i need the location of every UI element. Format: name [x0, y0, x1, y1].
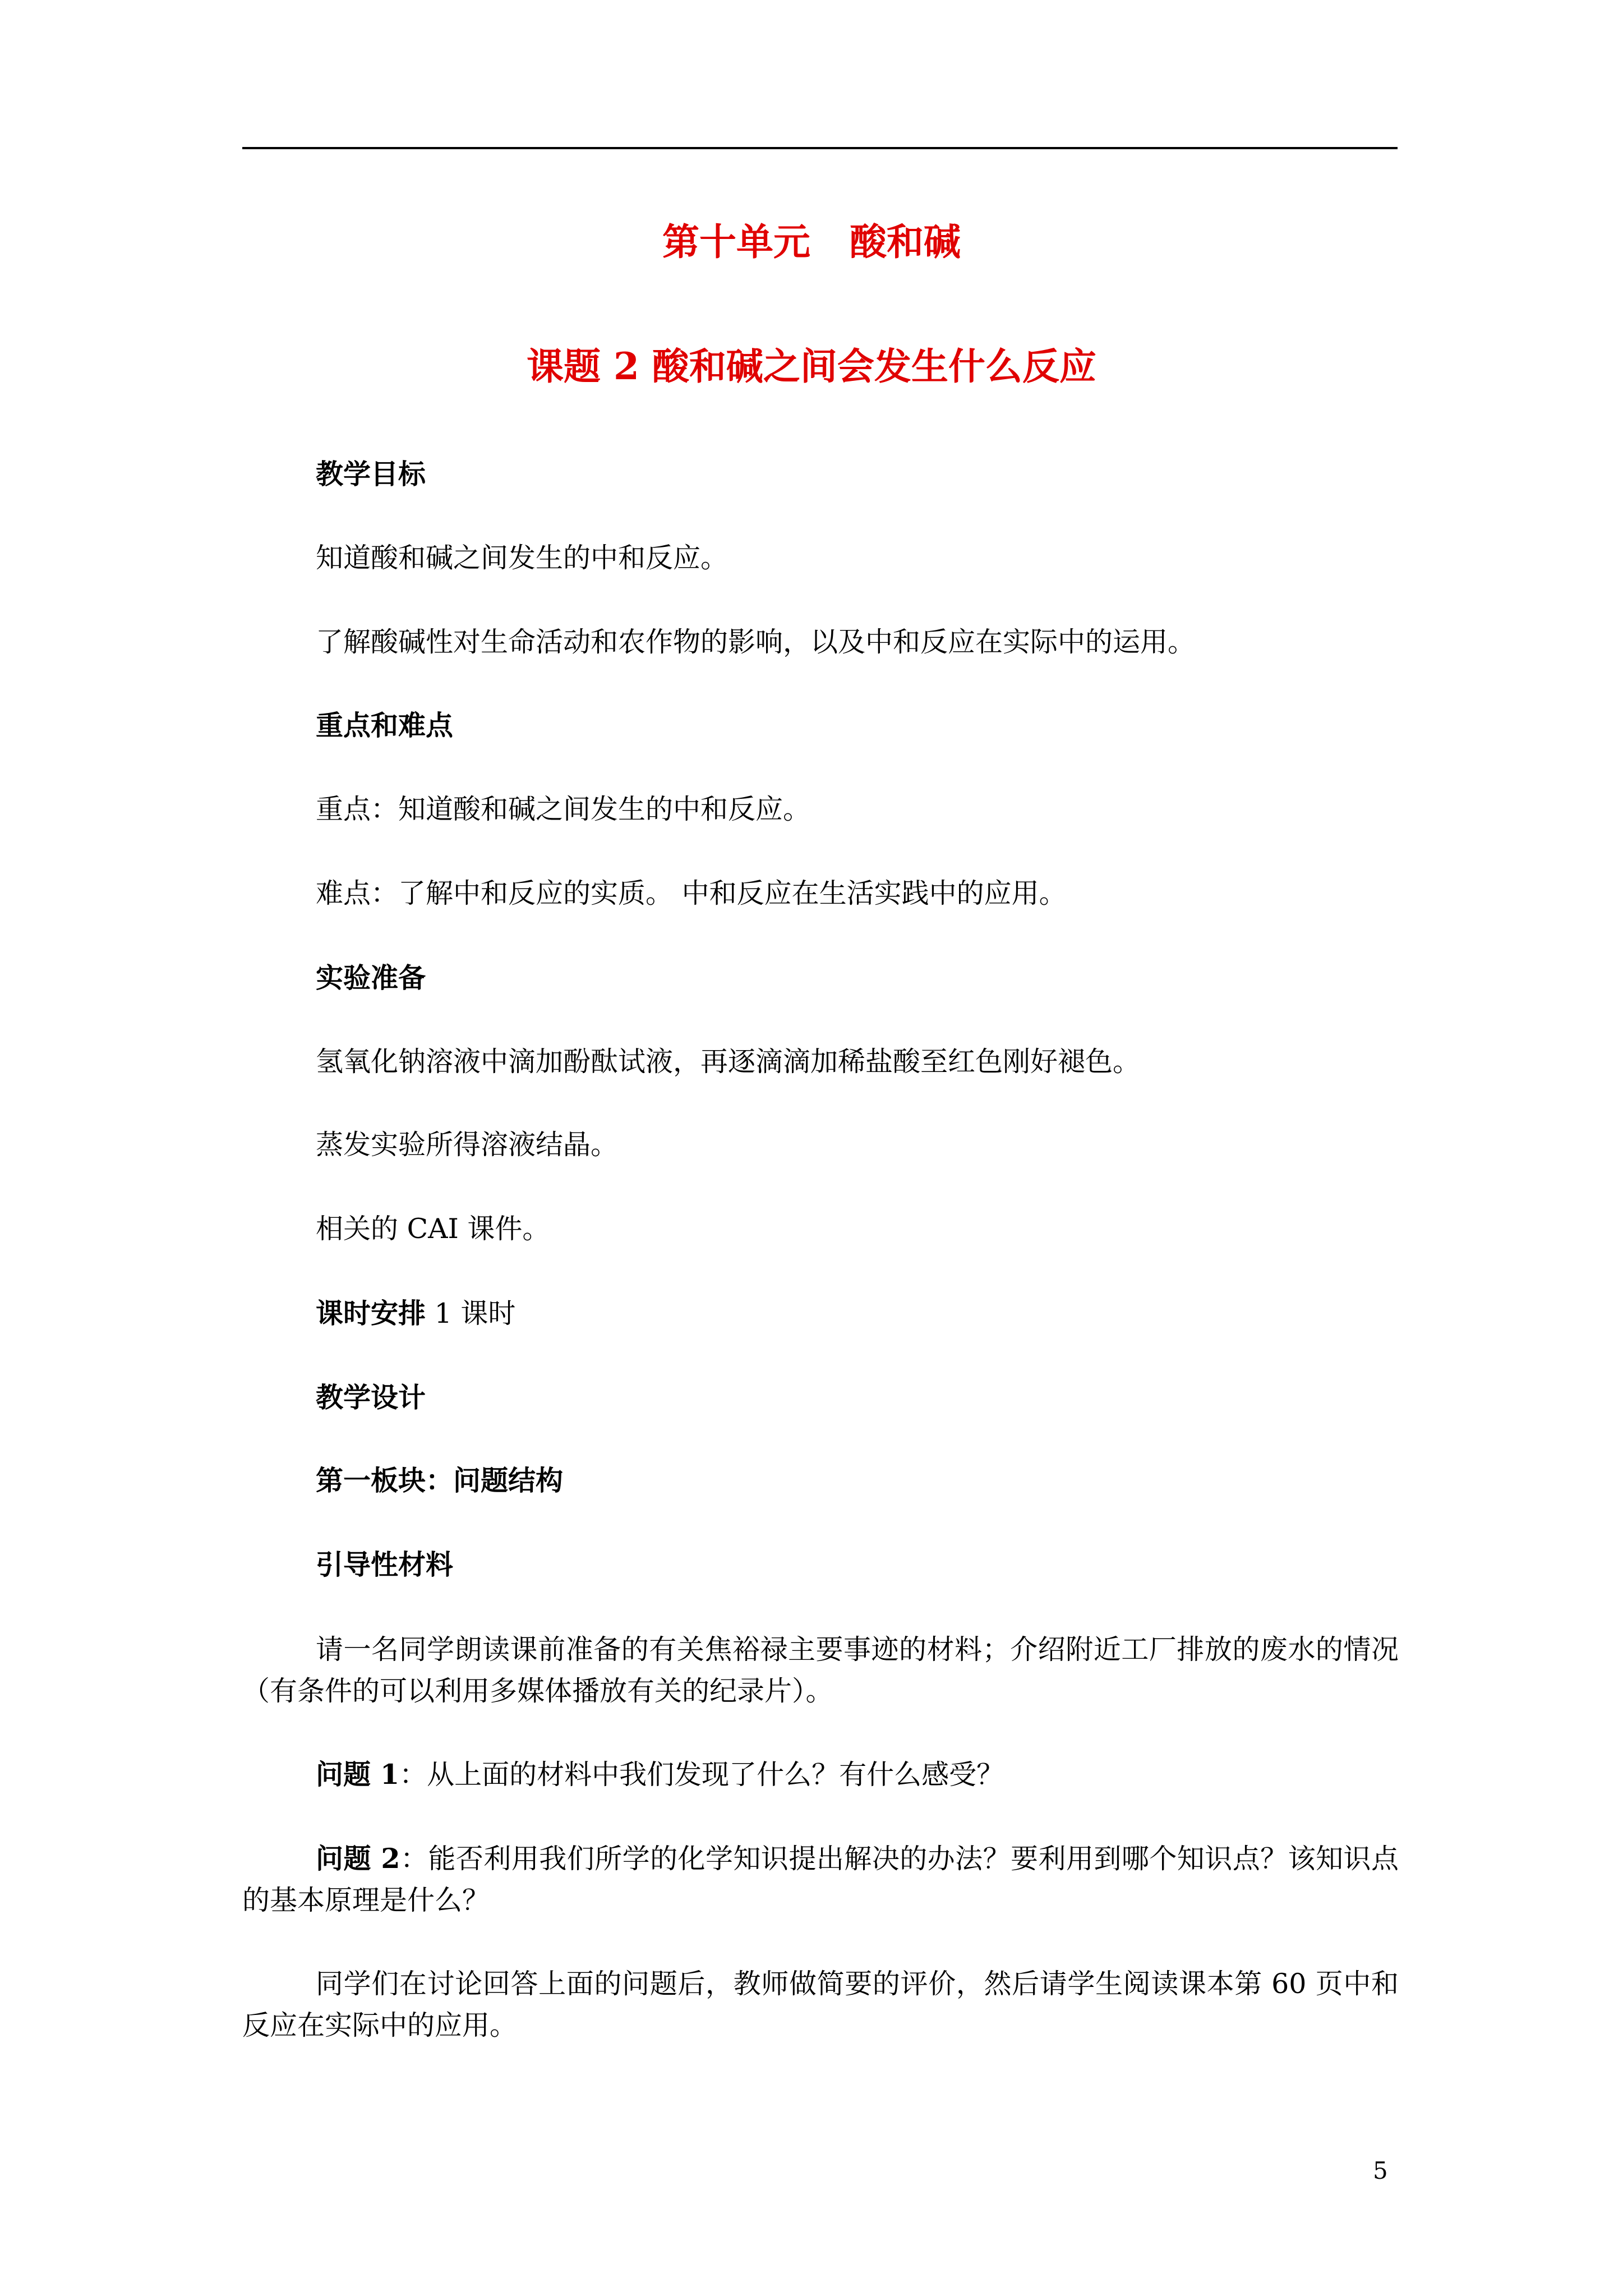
- unit-label: 第十单元: [662, 220, 810, 264]
- question-1-label: 问题 1: [316, 1758, 400, 1791]
- block-heading: 第一板块：问题结构: [316, 1464, 564, 1497]
- question-1: [316, 1755, 1004, 1795]
- prep-heading: 实验准备: [316, 961, 426, 994]
- objectives-heading: 教学目标: [316, 458, 426, 490]
- lesson-title: 课题 2 酸和碱之间会发生什么反应: [527, 344, 1096, 388]
- header-rule: [242, 147, 1398, 149]
- closing-paragraph: 同学们在讨论回答上面的问题后，教师做简要的评价，然后请学生阅读课本第 60 页中和反应在实际中的应用。: [242, 1968, 1399, 2041]
- prep-item-2: 蒸发实验所得溶液结晶。: [316, 1129, 619, 1161]
- question-2-label: 问题 2: [316, 1842, 400, 1875]
- unit-topic: 酸和碱: [850, 220, 961, 264]
- objective-1: 知道酸和碱之间发生的中和反应。: [316, 542, 728, 574]
- prep-item-1: 氢氧化钠溶液中滴加酚酞试液，再逐滴滴加稀盐酸至红色刚好褪色。: [316, 1046, 1141, 1078]
- key-heading: 重点和难点: [316, 709, 454, 742]
- schedule-line: [316, 1294, 515, 1333]
- schedule-label: 课时安排: [316, 1297, 426, 1329]
- prep-item-3: 相关的 CAI 课件。: [316, 1213, 550, 1245]
- schedule-value: 1 课时: [426, 1297, 516, 1329]
- question-1-text: ：从上面的材料中我们发现了什么？有什么感受？: [399, 1759, 1004, 1791]
- question-2-text: ：能否利用我们所学的化学知识提出解决的办法？要利用到哪个知识点？该知识点的基本原理是什么？: [242, 1843, 1399, 1916]
- key-point: 重点：知道酸和碱之间发生的中和反应。: [316, 793, 811, 825]
- material-heading: 引导性材料: [316, 1548, 454, 1581]
- unit-title: [0, 217, 1623, 267]
- design-heading: 教学设计: [316, 1381, 426, 1414]
- question-2: [242, 1838, 1399, 1921]
- material-paragraph: 请一名同学朗读课前准备的有关焦裕禄主要事迹的材料；介绍附近工厂排放的废水的情况（有条件的可以利用多媒体播放有关的纪录片）。: [242, 1634, 1399, 1707]
- page-number: 5: [1373, 2157, 1388, 2184]
- difficulty: 难点：了解中和反应的实质。 中和反应在生活实践中的应用。: [316, 877, 1067, 909]
- objective-2: 了解酸碱性对生命活动和农作物的影响，以及中和反应在实际中的运用。: [316, 626, 1196, 658]
